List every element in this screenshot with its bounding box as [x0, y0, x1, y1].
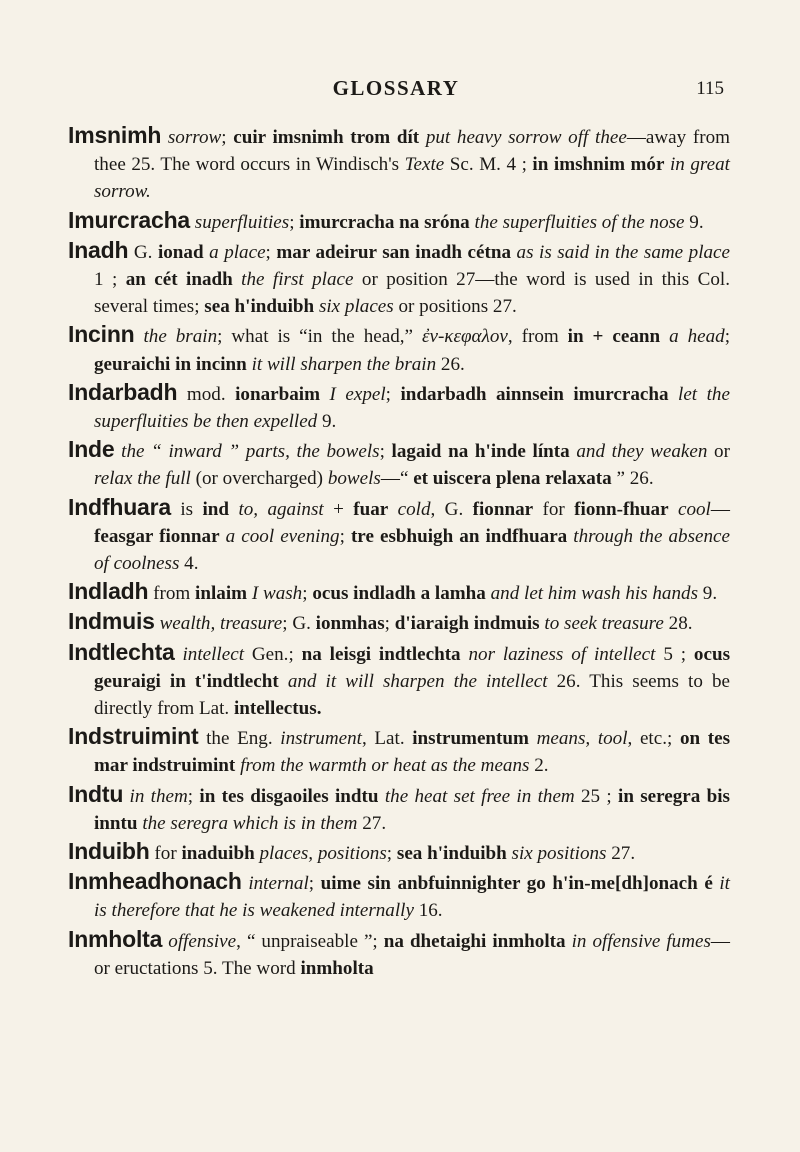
headword: Indtlechta [68, 638, 175, 665]
entry-text: 25 ; [574, 785, 619, 807]
entry-text [320, 384, 330, 405]
gaelic-text: on tes mar indstruimint [94, 728, 731, 777]
english-gloss: I expel [329, 383, 386, 405]
entry-text: ; what is “in the head,” [217, 326, 422, 348]
entry-text: (or overcharged) [190, 468, 328, 490]
english-gloss: the “ inward ” parts, the bowels [121, 441, 380, 463]
entry-text: 2. [529, 755, 549, 777]
headword: Indarbadh [68, 378, 178, 405]
entry-text [419, 127, 426, 148]
glossary-entry [68, 723, 730, 779]
entry-text: 9. [684, 211, 704, 233]
glossary-entry [68, 608, 730, 637]
gaelic-text: geuraichi in incinn [94, 353, 247, 375]
english-gloss: and they weaken [576, 441, 708, 463]
gaelic-text: in imshnim mór [532, 154, 665, 176]
gaelic-text: ocus indladh a lamha [312, 583, 486, 605]
entry-text: from [148, 583, 196, 605]
entry-text: or [707, 441, 730, 463]
entry-text [161, 127, 168, 148]
entry-text: 28. [663, 613, 693, 635]
gaelic-text: ocus geuraigi in t'indtlecht [94, 643, 730, 692]
entry-text: —“ [380, 468, 414, 490]
gaelic-text: mar adeirur san inadh cétna [276, 241, 512, 263]
glossary-entries [68, 122, 730, 983]
english-gloss: the seregra which is in them [142, 812, 358, 834]
headword: Inadh [68, 236, 129, 263]
headword: Indfhuara [68, 493, 171, 520]
headword: Imurcracha [68, 206, 191, 233]
entry-text: Gen.; [244, 643, 302, 665]
entry-text [529, 728, 537, 749]
entry-text [233, 269, 241, 290]
gaelic-text: na leisgi indtlechta [301, 643, 461, 665]
english-gloss: the superfluities of the nose [474, 211, 685, 233]
headword: Indladh [68, 578, 149, 605]
entry-text [660, 326, 669, 347]
gaelic-text: ionad [157, 241, 204, 263]
gaelic-text: inlaim [195, 583, 248, 605]
headword: Incinn [68, 321, 135, 348]
english-gloss: ἐν-κεφαλον [421, 326, 508, 348]
entry-text: ; [386, 843, 397, 865]
glossary-entry [68, 207, 730, 236]
glossary-entry [68, 639, 730, 723]
entry-text: 4. [179, 553, 199, 575]
entry-text: 26. [436, 353, 465, 375]
glossary-entry [68, 436, 730, 492]
english-gloss: a cool evening [225, 525, 340, 547]
entry-text: 1 ; [94, 269, 126, 291]
gaelic-text: tre esbhuigh an indfhuara [350, 525, 568, 547]
english-gloss: through the absence of coolness [94, 525, 731, 575]
headword: Indmuis [68, 608, 155, 635]
english-gloss: places, positions [259, 843, 387, 865]
entry-text: , G. [430, 498, 473, 520]
headword: Inmheadhonach [68, 868, 242, 895]
glossary-entry [68, 379, 730, 435]
english-gloss: the brain [143, 326, 218, 348]
headword: Inmholta [68, 925, 163, 952]
entry-text: , from [507, 326, 568, 348]
running-head [68, 76, 724, 106]
entry-text: 27. [606, 843, 636, 865]
entry-text: 9. [317, 411, 337, 433]
entry-text: 16. [413, 900, 443, 922]
english-gloss: in them [129, 785, 188, 807]
entry-text: ; [339, 525, 351, 547]
gaelic-text: uime sin anbfuinnighter go h'in-me[dh]onach é [320, 873, 713, 895]
english-gloss: it will sharpen the brain [251, 353, 437, 375]
english-gloss: from the warmth or heat as the means [240, 755, 530, 777]
gaelic-text: d'iaraigh indmuis [394, 613, 540, 635]
gaelic-text: fionnar [472, 498, 534, 520]
entry-text: + [323, 498, 354, 520]
entry-text: for [149, 843, 182, 865]
english-gloss: in great sorrow. [94, 154, 730, 203]
english-gloss: six places [318, 296, 394, 318]
english-gloss: it is therefore that he is weakened internally [94, 873, 730, 922]
english-gloss: and it will sharpen the intellect [287, 670, 548, 692]
english-gloss: intellect [182, 643, 244, 665]
english-gloss: six positions [511, 843, 607, 865]
entry-text [279, 671, 288, 692]
entry-text: , “ unpraiseable ”; [236, 930, 384, 952]
english-gloss: the heat set free in them [384, 785, 575, 807]
entry-text: Sc. M. 4 ; [444, 154, 533, 176]
gaelic-text: fionn-fhuar [574, 498, 669, 520]
gaelic-text: inmholta [300, 957, 374, 979]
entry-text [388, 499, 397, 520]
gaelic-text: na dhetaighi inmholta [383, 930, 566, 952]
entry-text: , Lat. [361, 728, 413, 750]
english-gloss: cold [397, 498, 431, 520]
entry-text: for [533, 498, 575, 520]
english-gloss: superfluities [194, 211, 290, 233]
gaelic-text: feasgar fionnar [94, 525, 220, 547]
glossary-entry [68, 926, 730, 982]
gaelic-text: lagaid na h'inde línta [391, 441, 570, 463]
glossary-entry [68, 122, 730, 206]
entry-text: 26. This seems to be directly from Lat. [94, 670, 730, 720]
gaelic-text: ionarbaim [235, 383, 320, 405]
gaelic-text: imurcracha na sróna [299, 211, 470, 233]
gaelic-text: intellectus. [233, 698, 322, 720]
headword: Indstruimint [68, 723, 199, 750]
entry-text: ; [308, 873, 321, 895]
entry-text: G. [128, 241, 158, 263]
english-gloss: a place [209, 241, 266, 263]
english-gloss: to, against [238, 498, 324, 520]
entry-text: —or eructations 5. The word [94, 930, 730, 979]
entry-text: is [170, 498, 203, 520]
entry-text: ; [379, 441, 392, 463]
glossary-entry [68, 578, 730, 607]
entry-text: , etc.; [627, 728, 680, 750]
english-gloss: Texte [404, 154, 445, 176]
english-gloss: relax the full [94, 468, 191, 490]
headword: Indtu [68, 780, 124, 807]
gaelic-text: in + ceann [567, 326, 661, 348]
entry-text: ; [221, 127, 234, 148]
gaelic-text: fuar [353, 498, 389, 520]
english-gloss: let the superfluities be then expelled [94, 383, 730, 433]
entry-text: ; [187, 785, 200, 807]
entry-text [175, 644, 183, 665]
entry-text: ; [724, 326, 731, 348]
gaelic-text: in tes disgaoiles indtu [199, 785, 379, 807]
english-gloss: offensive [168, 930, 237, 952]
english-gloss: I wash [251, 583, 303, 605]
entry-text: the Eng. [198, 728, 281, 750]
english-gloss: cool [677, 498, 711, 520]
entry-text [669, 499, 678, 520]
entry-text: ; [385, 383, 401, 405]
english-gloss: and let him wash his hands [490, 583, 699, 605]
english-gloss: the first place [241, 269, 354, 291]
headword: Inde [68, 436, 115, 463]
gaelic-text: indarbadh ainnsein imurcracha [400, 383, 669, 405]
english-gloss: nor laziness of intellect [468, 643, 656, 665]
english-gloss: means, tool [536, 728, 628, 750]
english-gloss: wealth, treasure [159, 613, 283, 635]
running-head-title: GLOSSARY [332, 76, 460, 100]
english-gloss: instrument [280, 728, 362, 750]
english-gloss: in offensive fumes [571, 930, 711, 952]
english-gloss: sorrow [167, 127, 222, 148]
headword: Induibh [68, 838, 150, 865]
english-gloss: bowels [327, 468, 381, 490]
entry-text: 9. [698, 583, 718, 605]
gaelic-text: ionmhas [315, 613, 385, 635]
entry-text: ; [302, 583, 313, 605]
gaelic-text: inaduibh [181, 843, 255, 865]
gaelic-text: sea h'induibh [396, 843, 507, 865]
gaelic-text: instrumentum [412, 728, 529, 750]
glossary-entry [68, 868, 730, 924]
english-gloss: internal [248, 873, 309, 895]
entry-text: ” 26. [611, 468, 654, 490]
entry-text: ; [384, 613, 395, 635]
entry-text: 27. [357, 812, 387, 834]
page-number: 115 [696, 78, 724, 99]
entry-text: mod. [177, 383, 236, 405]
glossary-entry [68, 781, 730, 837]
entry-text: —away from thee 25. The word occurs in Windisch's [94, 127, 730, 176]
glossary-entry [68, 838, 730, 867]
entry-text: or position 27—the word is used in this Col. several times; [94, 269, 731, 318]
entry-text: — [710, 498, 730, 520]
gaelic-text: et uiscera plena relaxata [413, 468, 612, 490]
gaelic-text: ind [202, 498, 230, 520]
english-gloss: to seek treasure [544, 613, 664, 635]
gaelic-text: in seregra bis inntu [94, 785, 730, 834]
glossary-entry [68, 237, 730, 321]
entry-text: ; [289, 211, 300, 233]
entry-text: ; [265, 241, 277, 263]
entry-text: ; G. [282, 613, 316, 635]
english-gloss: a head [669, 326, 725, 348]
entry-text: 5 ; [655, 643, 694, 665]
english-gloss: as is said in the same place [516, 241, 730, 263]
glossary-entry [68, 321, 730, 377]
entry-text [669, 384, 679, 405]
headword: Imsnimh [68, 122, 162, 148]
gaelic-text: sea h'induibh [204, 296, 315, 318]
gaelic-text: an cét inadh [125, 269, 233, 291]
entry-text: or positions 27. [393, 296, 517, 318]
glossary-entry [68, 494, 730, 578]
gaelic-text: cuir imsnimh trom dít [233, 127, 420, 148]
english-gloss: put heavy sorrow off thee [425, 127, 627, 148]
